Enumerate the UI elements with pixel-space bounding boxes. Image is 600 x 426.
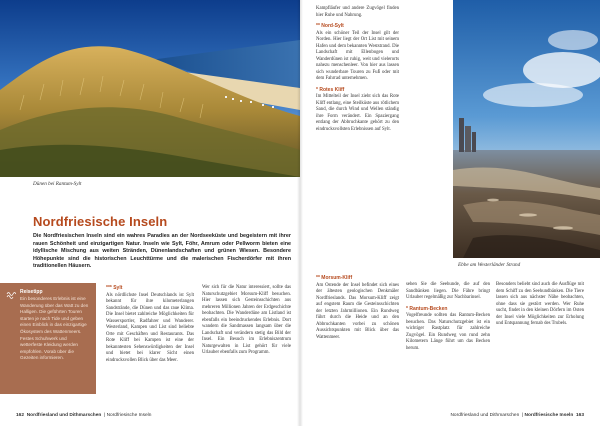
right-page-number: 163	[575, 413, 584, 418]
chapter-title: Nordfriesische Inseln	[33, 214, 168, 229]
dune-photo	[0, 0, 300, 177]
right-column-c	[406, 282, 490, 352]
colA-heading: ** Nord-Sylt	[316, 23, 344, 29]
right-column-b	[316, 275, 399, 341]
colC-heading: * Rantum-Becken	[406, 305, 448, 312]
right-column-a	[316, 6, 399, 133]
right-column-d	[496, 282, 584, 328]
colA-lead: Kampfläufer und andere Zugvögel finden hier Ruhe und Nahrung.	[316, 6, 399, 18]
left-column-2	[202, 285, 291, 357]
col1-heading: *** Sylt	[106, 285, 123, 291]
colA-text2: Im Mittelteil der Insel zieht sich das Rote Kliff entlang, eine Steilküste aus rötlichem Sand, die durch Wind und Wellen ständig ihre Form verändert. Ein Spaziergang entlang der Abbruchkante gehört zu den eindrucksvollsten Erlebnissen auf Sylt.	[316, 94, 399, 132]
col1-text: Als nördlichste Insel Deutschlands ist Sylt bekannt für ihre kilometerlangen Sandstrände, die Dünen und das raue Klima. Die Insel bietet zahlreiche Möglichkeiten für Wassersportler, Radfahrer und Wanderer. Westerland, Kampen und List sind beliebte Orte mit Geschäften und Restaurants. Das Rote Kliff bei Kampen ist eine der bekanntesten Sehenswürdigkeiten der Insel und bietet bei klarer Sicht einen eindrucksvollen Blick über das Meer.	[106, 292, 194, 363]
tip-body: Ein besonderes Erlebnis ist eine Wanderung über das Watt zu den Halligen. Die geführten Touren starten je nach Tide und geben einen Einblick in das einzigartige Ökosystem des Wattenmeers. Festes Schuhwerk und wetterfeste Kleidung werden empfohlen. Vorab über die Gezeiten informieren.	[20, 296, 89, 361]
colC-text2: Vogelfreunde sollten das Rantum-Becken besuchen. Das Naturschutzgebiet ist ein wichtiger Rastplatz für zahlreiche Zugvögel. Ein Rundweg von rund zehn Kilometern Länge führt um das Becken herum.	[406, 313, 490, 351]
right-footer-section: Nordfriesische Inseln	[524, 413, 574, 418]
left-column-1	[106, 285, 194, 364]
travel-tip-box	[0, 283, 96, 394]
left-footer-section: Nordfriesische Inseln	[106, 413, 152, 418]
beach-photo-caption: Ebbe am Westerländer Strand	[458, 262, 521, 268]
chapter-intro: Die Nordfriesischen Inseln sind ein wahres Paradies an der Nordseeküste und begeistern mit ihrer rauen Schönheit und einzigartigen Natur. Inseln wie Sylt, Föhr, Amrum oder Pellworm bieten eine idyllische Mischung aus weiten Stränden, Dünenlandschaften und grünen Wiesen. Besondere Höhepunkte sind die historischen Leuchttürme und die malerischen Fischerdörfer mit ihren traditionellen Häusern.	[33, 233, 291, 270]
colC-text: sehen Sie die Seehunde, die auf den Sandbänken liegen. Die Fähre bringt Urlauber regelmäßig zur Nachbarinsel.	[406, 282, 490, 300]
colD-text: Besonders beliebt sind auch die Ausflüge mit dem Schiff zu den Seehundbänken. Die Tiere lassen sich aus nächster Nähe beobachten, ohne dass sie gestört werden. Wer Ruhe sucht, findet in den kleinen Dörfern im Osten der Insel viele Möglichkeiten zur Erholung und Entspannung fernab des Trubels.	[496, 282, 584, 326]
wave-icon	[6, 289, 16, 299]
colB-text: Am Ostende der Insel befindet sich eines der ältesten geologischen Denkmäler Nordfrieslands. Das Morsum-Kliff zeigt auf engstem Raum die Gesteinsschichten der letzten Jahrmillionen. Ein Rundweg führt durch die Heide und an den Abbruchkanten vorbei zu schönen Aussichtspunkten mit Blick über das Wattenmeer.	[316, 282, 399, 340]
colA-text: Als ein schöner Teil der Insel gilt der Norden. Hier liegt der Ort List mit seinem Hafen und dem bekannten Weststrand. Die Landschaft mit Ellenbogen und Wanderdünen ist ruhig, weit und vielerorts nahezu menschenleer. Von hier aus lassen sich wunderbare Touren zu Fuß oder mit dem Fahrrad unternehmen.	[316, 30, 399, 81]
dune-photo-caption: Dünen bei Rantum-Sylt	[33, 181, 82, 187]
left-page-number: 162	[16, 413, 25, 418]
book-gutter	[297, 0, 303, 426]
colB-heading: ** Morsum-Kliff	[316, 275, 353, 281]
colA-heading2: * Rotes Kliff	[316, 86, 345, 93]
tip-heading: Reisetipp	[20, 289, 43, 295]
right-footer-title: Nordfriesland und Dithmarschen	[450, 413, 520, 418]
left-footer: 162 Nordfriesland und Dithmarschen | Nordfriesische Inseln	[16, 413, 152, 418]
beach-photo	[453, 0, 600, 258]
right-page	[300, 0, 600, 426]
right-footer: Nordfriesland und Dithmarschen | Nordfriesische Inseln 163	[450, 413, 584, 418]
left-footer-title: Nordfriesland und Dithmarschen	[26, 413, 102, 418]
col2-text: Wer sich für die Natur interessiert, sollte das Naturschutzgebiet Morsum-Kliff besuchen. Hier lassen sich Gesteinsschichten aus mehreren Millionen Jahren der Erdgeschichte beobachten. Die Wanderdüne am Listland ist ebenfalls ein beeindruckendes Erlebnis. Dort wandern die Sandmassen langsam über die Landschaft und verändern stetig das Bild der Insel. Ein Besuch im Erlebniszentrum Naturgewalten in List gehört für viele Urlauber ebenfalls zum Programm.	[202, 285, 291, 355]
